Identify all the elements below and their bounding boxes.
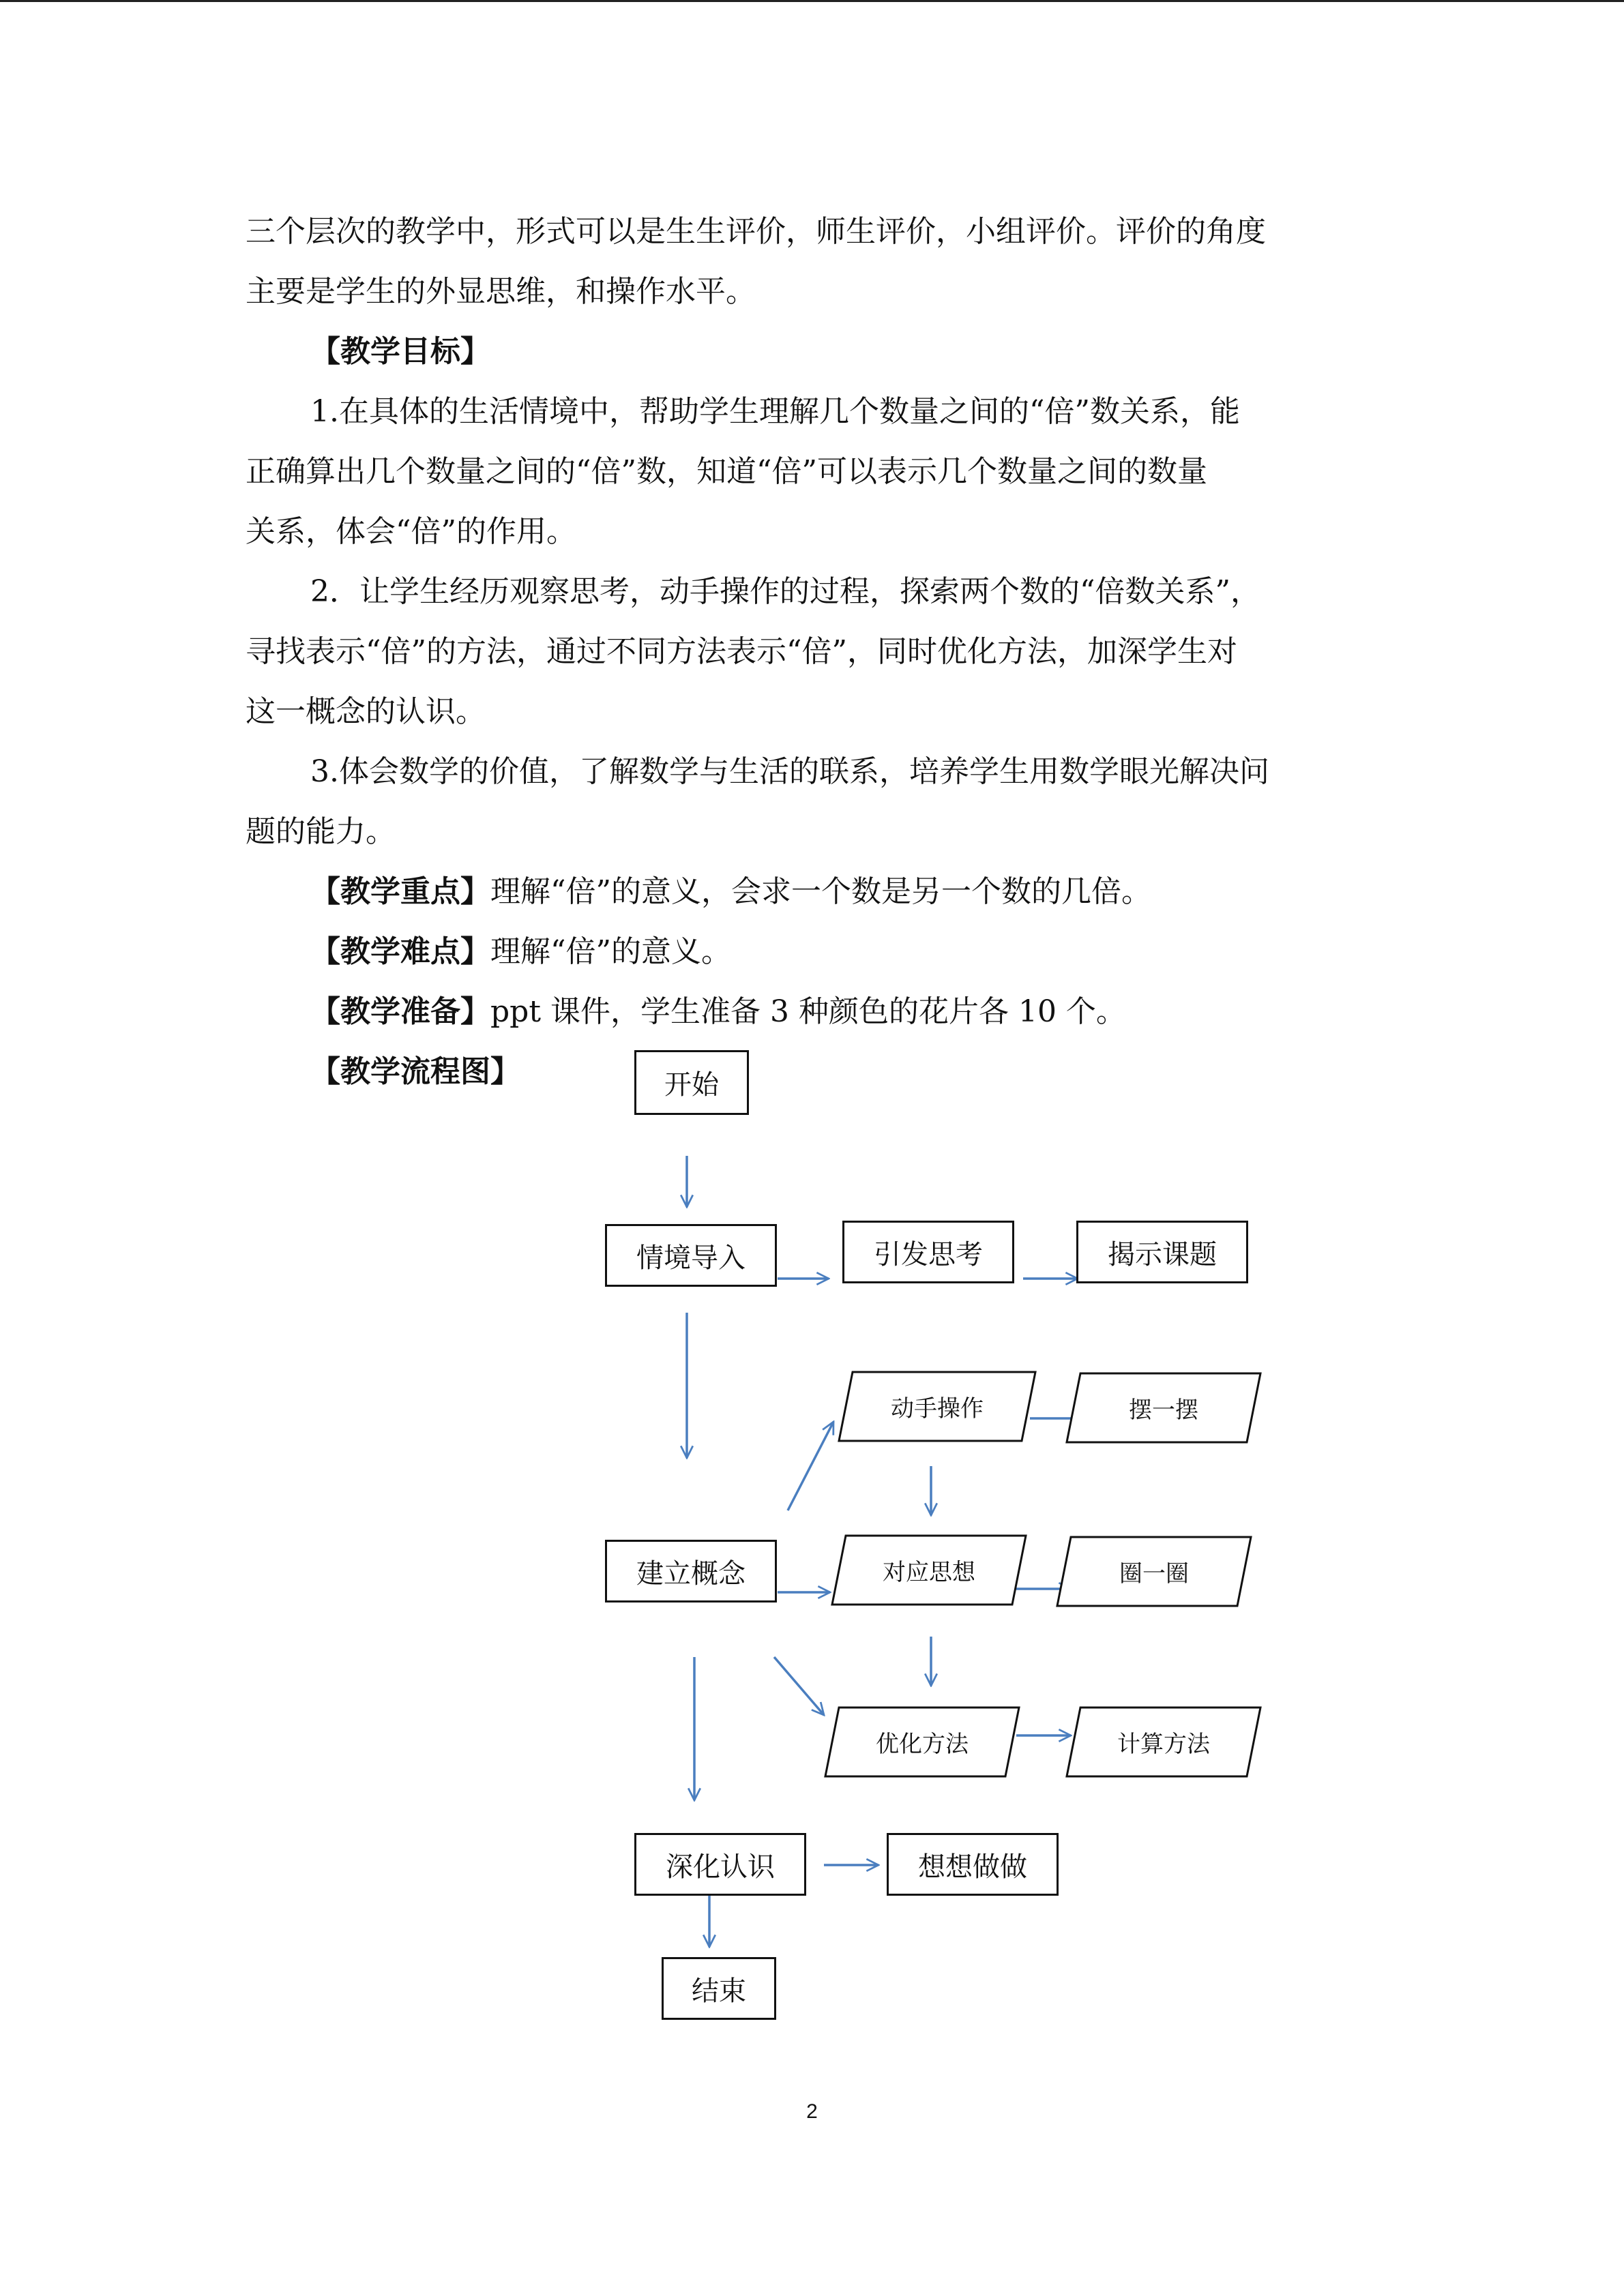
flow-calculate-label: 计算方法 xyxy=(1117,1731,1210,1758)
objective-2-line: 这一概念的认识。 xyxy=(246,694,486,729)
flow-arrange-label: 摆一摆 xyxy=(1129,1397,1198,1424)
objective-3-line: 题的能力。 xyxy=(246,814,396,849)
objective-2-line: 2．让学生经历观察思考，动手操作的过程，探索两个数的“倍数关系”， xyxy=(310,574,1260,609)
objective-1-line: 正确算出几个数量之间的“倍”数，知道“倍”可以表示几个数量之间的数量 xyxy=(246,454,1207,489)
key-point-label: 【教学重点】 xyxy=(310,874,490,909)
flow-thinking-box: 引发思考 xyxy=(842,1221,1014,1283)
paragraph-line: 三个层次的教学中，形式可以是生生评价，师生评价，小组评价。评价的角度 xyxy=(246,214,1266,249)
objective-1-line: 1.在具体的生活情境中，帮助学生理解几个数量之间的“倍”数关系，能 xyxy=(310,394,1240,429)
flow-end-box: 结束 xyxy=(662,1957,776,2020)
flow-circle-label: 圈一圈 xyxy=(1119,1560,1189,1587)
flow-reveal-box: 揭示课题 xyxy=(1076,1221,1248,1283)
objective-2-line: 寻找表示“倍”的方法，通过不同方法表示“倍”，同时优化方法，加深学生对 xyxy=(246,634,1237,669)
preparation-label: 【教学准备】 xyxy=(310,994,490,1029)
flow-optimize-shape xyxy=(824,1706,1020,1778)
arrow-concept-to-handson xyxy=(788,1422,833,1510)
difficulty-text: 理解“倍”的意义。 xyxy=(490,934,731,969)
flow-handson-shape xyxy=(838,1371,1037,1442)
flow-handson-label: 动手操作 xyxy=(891,1395,984,1422)
difficulty-label: 【教学难点】 xyxy=(310,934,490,969)
flow-practice-box: 想想做做 xyxy=(887,1833,1059,1896)
objective-3-line: 3.体会数学的价值，了解数学与生活的联系，培养学生用数学眼光解决问 xyxy=(310,754,1269,789)
objectives-heading: 【教学目标】 xyxy=(310,334,490,369)
preparation-text: ppt 课件，学生准备 3 种颜色的花片各 10 个。 xyxy=(490,994,1126,1029)
flow-deepen-box: 深化认识 xyxy=(634,1833,806,1896)
page-number: 2 xyxy=(806,2100,818,2123)
flow-calculate-shape xyxy=(1065,1706,1262,1778)
flowchart-heading: 【教学流程图】 xyxy=(310,1054,520,1089)
flow-optimize-label: 优化方法 xyxy=(876,1731,969,1758)
flow-concept-box: 建立概念 xyxy=(605,1540,777,1602)
objective-1-line: 关系，体会“倍”的作用。 xyxy=(246,514,576,549)
flow-arrange-shape xyxy=(1065,1372,1262,1444)
flow-correspond-shape xyxy=(831,1534,1027,1606)
key-point-text: 理解“倍”的意义，会求一个数是另一个数的几倍。 xyxy=(490,874,1151,909)
flow-start-box: 开始 xyxy=(634,1050,749,1115)
flow-correspond-label: 对应思想 xyxy=(883,1559,975,1586)
flow-circle-shape xyxy=(1056,1536,1252,1607)
paragraph-line: 主要是学生的外显思维，和操作水平。 xyxy=(246,274,756,309)
flow-situation-box: 情境导入 xyxy=(605,1224,777,1287)
arrow-concept-to-optimize xyxy=(774,1657,824,1715)
